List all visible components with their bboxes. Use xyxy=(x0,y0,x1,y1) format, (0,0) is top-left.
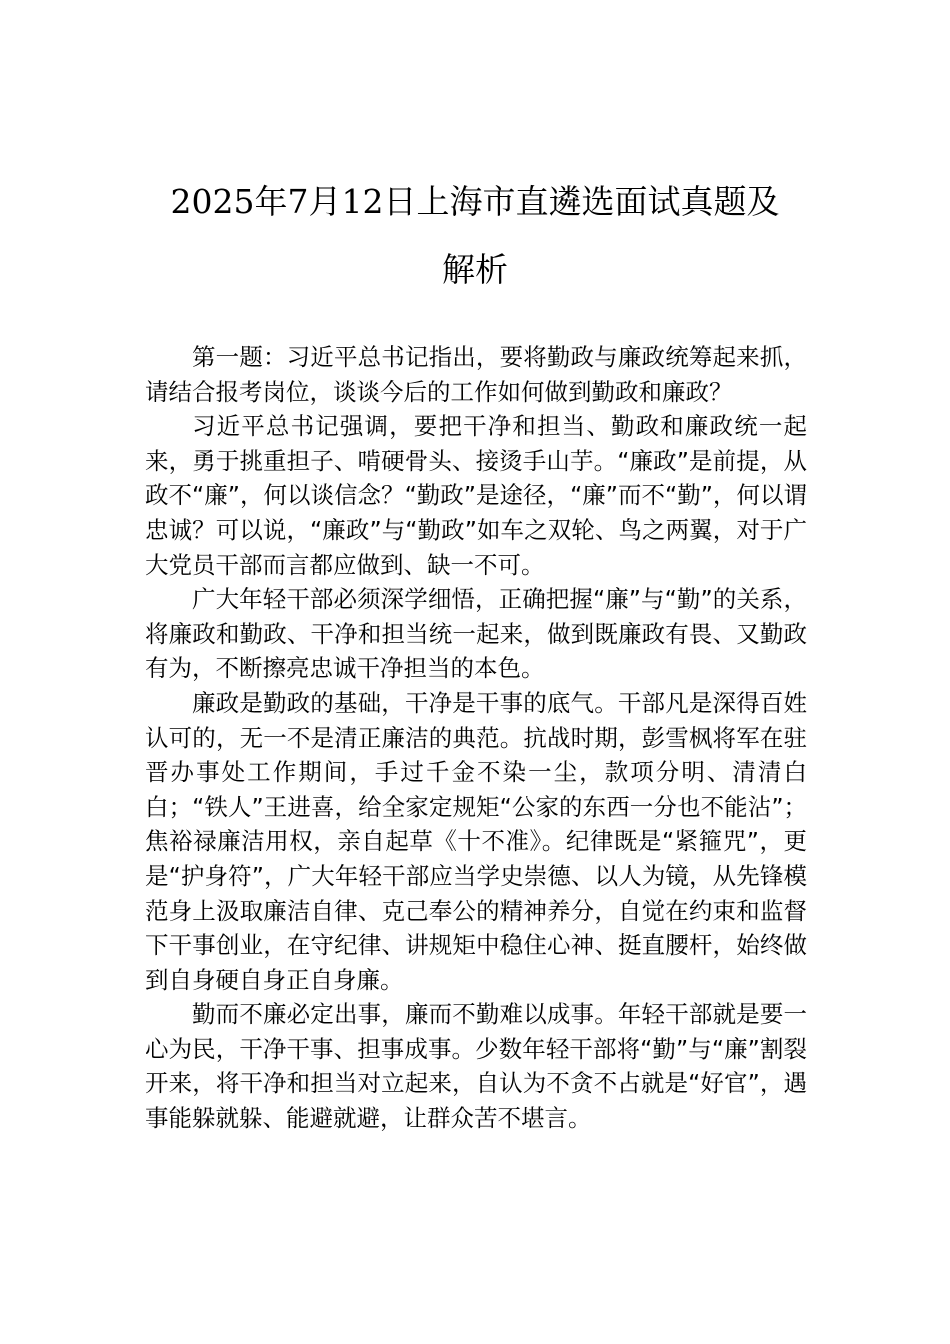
paragraph: 习近平总书记强调，要把干净和担当、勤政和廉政统一起来，勇于挑重担子、啃硬骨头、接烫手山芋。“廉政”是前提，从政不“廉”，何以谈信念？“勤政”是途径，“廉”而不“勤”，何以谓忠诚？可以说，“廉政”与“勤政”如车之双轮、鸟之两翼，对于广大党员干部而言都应做到、缺一不可。 xyxy=(145,412,807,579)
document-title-line-2: 解析 xyxy=(442,250,508,289)
document-title-line-1: 2025年7月12日上海市直遴选面试真题及 xyxy=(170,182,780,221)
paragraph: 广大年轻干部必须深学细悟，正确把握“廉”与“勤”的关系，将廉政和勤政、干净和担当统一起来，做到既廉政有畏、又勤政有为，不断擦亮忠诚干净担当的本色。 xyxy=(145,585,807,683)
paragraph-question-1: 第一题：习近平总书记指出，要将勤政与廉政统筹起来抓，请结合报考岗位，谈谈今后的工作如何做到勤政和廉政？ xyxy=(145,343,807,406)
paragraph: 勤而不廉必定出事，廉而不勤难以成事。年轻干部就是要一心为民，干净干事、担事成事。少数年轻干部将“勤”与“廉”割裂开来，将干净和担当对立起来，自认为不贪不占就是“好官”，遇事能躲就躲、能避就避，让群众苦不堪言。 xyxy=(145,1000,807,1133)
document-body xyxy=(145,340,807,1136)
paragraph: 廉政是勤政的基础，干净是干事的底气。干部凡是深得百姓认可的，无一不是清正廉洁的典范。抗战时期，彭雪枫将军在驻晋办事处工作期间，手过千金不染一尘，款项分明、清清白白；“铁人”王进喜，给全家定规矩“公家的东西一分也不能沾”；焦裕禄廉洁用权，亲自起草《十不准》。纪律既是“紧箍咒”，更是“护身符”，广大年轻干部应当学史崇德、以人为镜，从先锋模范身上汲取廉洁自律、克己奉公的精神养分，自觉在约束和监督下干事创业，在守纪律、讲规矩中稳住心神、挺直腰杆，始终做到自身硬自身正自身廉。 xyxy=(145,688,807,994)
